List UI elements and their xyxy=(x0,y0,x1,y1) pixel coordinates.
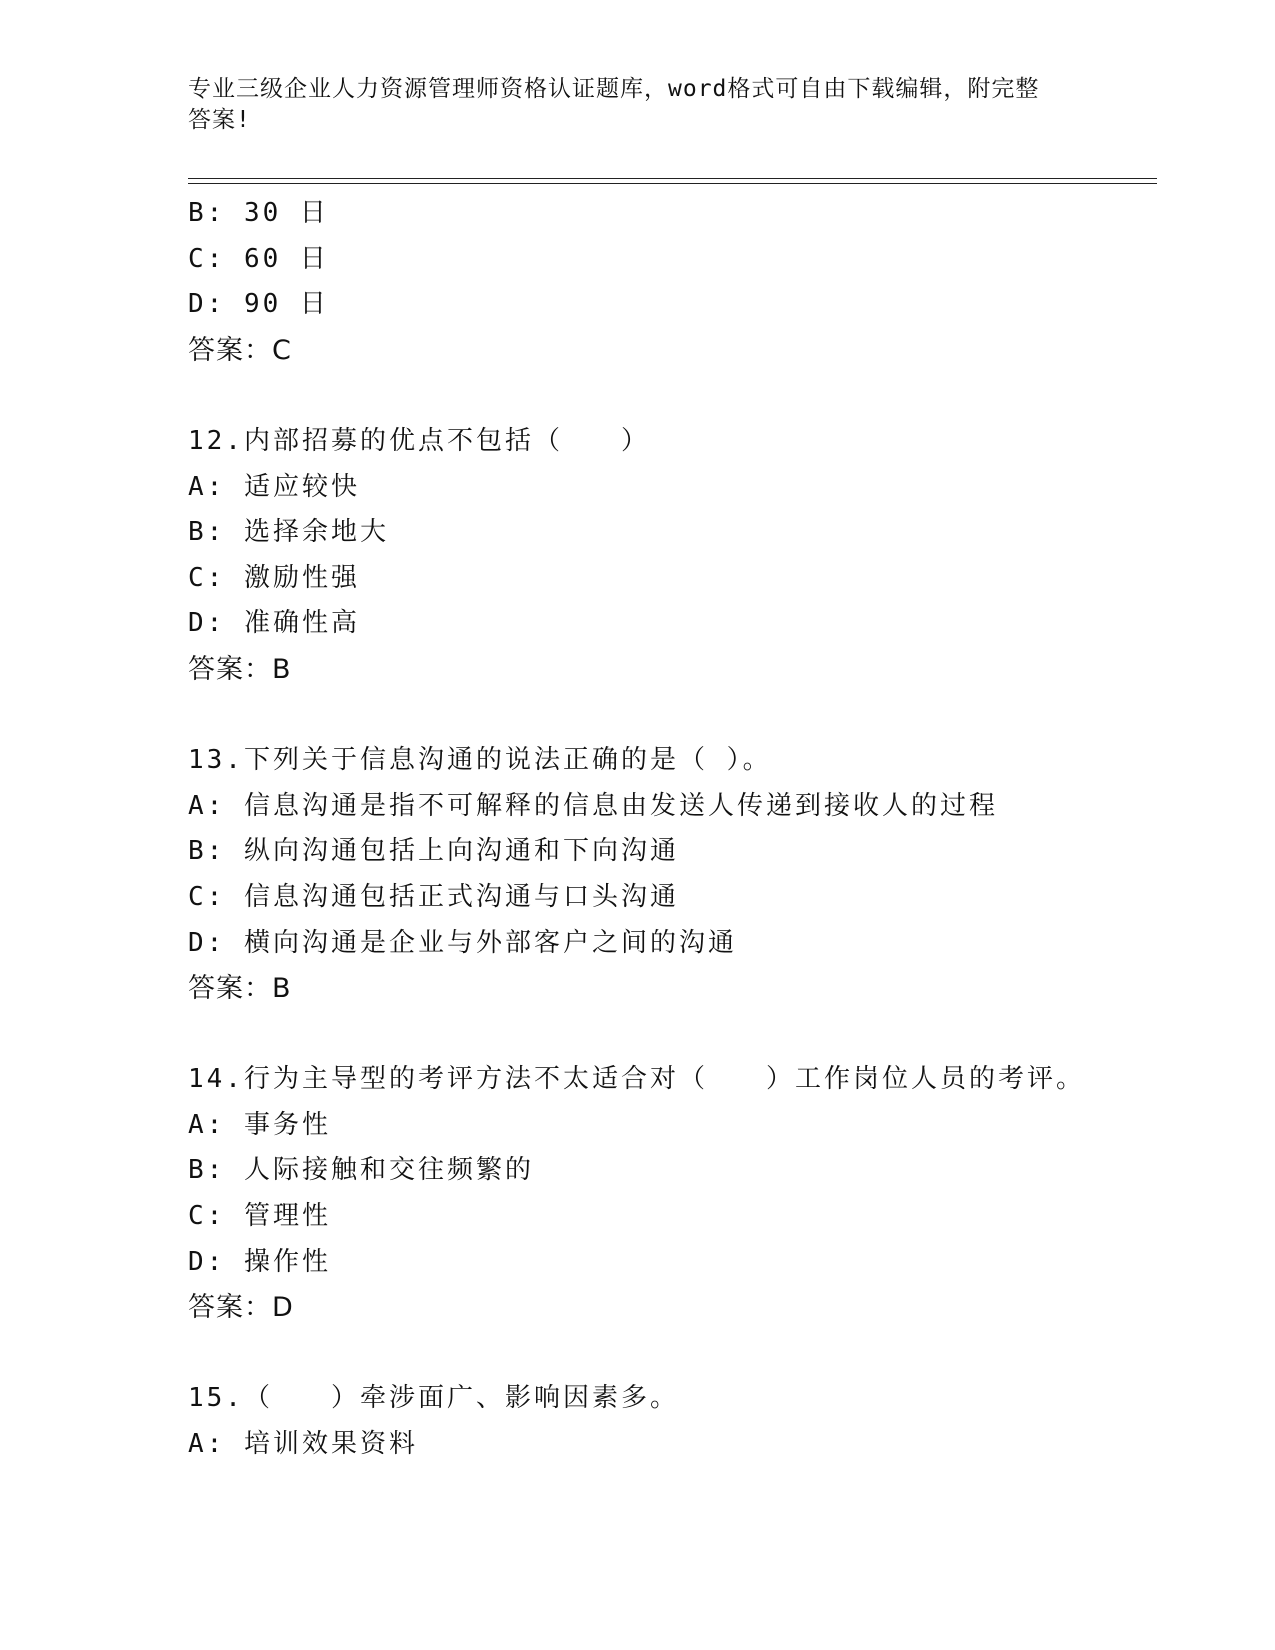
option-d: D: 横向沟通是企业与外部客户之间的沟通 xyxy=(188,927,737,958)
spacer xyxy=(188,693,1148,739)
spacer xyxy=(188,1331,1148,1377)
header-line-1: 专业三级企业人力资源管理师资格认证题库，word格式可自由下载编辑，附完整 xyxy=(188,76,1040,102)
answer-line: 答案：D xyxy=(188,1292,294,1324)
question-list xyxy=(188,191,1148,1468)
question-text: 13.下列关于信息沟通的说法正确的是（ ）。 xyxy=(188,745,772,776)
option-d: D: 90 日 xyxy=(188,289,329,320)
question-text: 12.内部招募的优点不包括（ ） xyxy=(188,425,650,456)
option-b: B: 选择余地大 xyxy=(188,517,389,548)
answer-line: 答案：C xyxy=(188,334,292,366)
spacer xyxy=(188,1012,1148,1058)
option-c: C: 信息沟通包括正式沟通与口头沟通 xyxy=(188,881,679,912)
option-a: A: 事务性 xyxy=(188,1109,331,1140)
option-c: C: 激励性强 xyxy=(188,562,360,593)
header-rule-top xyxy=(188,178,1157,179)
option-a: A: 培训效果资料 xyxy=(188,1429,418,1460)
question-15 xyxy=(188,1376,1148,1467)
option-d: D: 操作性 xyxy=(188,1246,331,1277)
option-b: B: 纵向沟通包括上向沟通和下向沟通 xyxy=(188,836,679,867)
document-header xyxy=(188,74,1068,136)
question-13 xyxy=(188,738,1148,1012)
option-a: A: 适应较快 xyxy=(188,471,360,502)
answer-line: 答案：B xyxy=(188,973,292,1005)
question-12 xyxy=(188,419,1148,693)
question-14 xyxy=(188,1057,1148,1331)
question-11-tail xyxy=(188,191,1148,373)
spacer xyxy=(188,373,1148,419)
option-d: D: 准确性高 xyxy=(188,608,360,639)
option-a: A: 信息沟通是指不可解释的信息由发送人传递到接收人的过程 xyxy=(188,790,998,821)
option-c: C: 管理性 xyxy=(188,1201,331,1232)
question-text: 14.行为主导型的考评方法不太适合对（ ）工作岗位人员的考评。 xyxy=(188,1064,1085,1095)
option-c: C: 60 日 xyxy=(188,243,329,274)
answer-line: 答案：B xyxy=(188,653,292,685)
header-line-2: 答案! xyxy=(188,107,251,133)
header-rule-bottom xyxy=(188,183,1157,184)
question-text: 15.（ ）牵涉面广、影响因素多。 xyxy=(188,1383,679,1414)
option-b: B: 30 日 xyxy=(188,198,329,228)
option-b: B: 人际接触和交往频繁的 xyxy=(188,1155,534,1186)
